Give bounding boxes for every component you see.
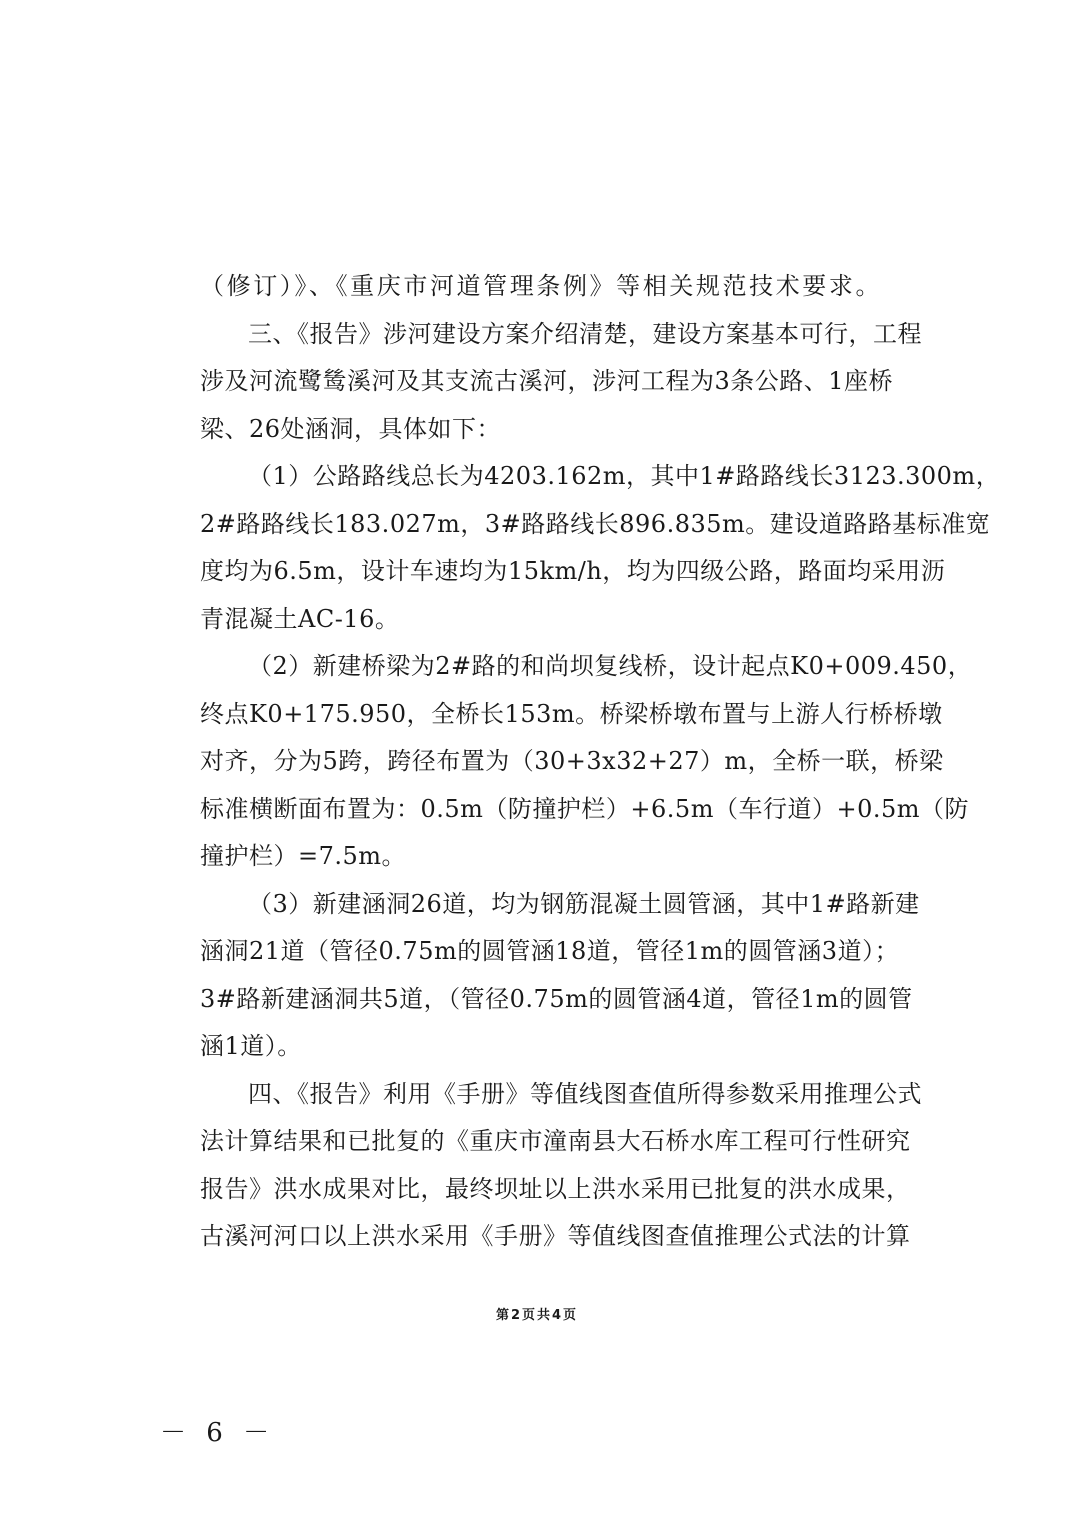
text-line: （1）公路路线总长为4203.162m，其中1#路路线长3123.300m， xyxy=(248,462,1001,490)
text-line: 2#路路线长183.027m，3#路路线长896.835m。建设道路路基标准宽 xyxy=(200,509,991,538)
body-text xyxy=(200,263,1001,1261)
text-line: （2）新建桥梁为2#路的和尚坝复线桥，设计起点K0+009.450， xyxy=(248,652,973,680)
text-line: 青混凝土AC-16。 xyxy=(200,604,400,633)
text-line: 3#路新建涵洞共5道，（管径0.75m的圆管涵4道，管径1m的圆管 xyxy=(200,984,913,1013)
page-number: － 6 － xyxy=(160,1418,276,1448)
text-line: 对齐，分为5跨，跨径布置为（30+3x32+27）m，全桥一联，桥梁 xyxy=(200,747,944,775)
text-line: 三、《报告》涉河建设方案介绍清楚，建设方案基本可行，工程 xyxy=(248,319,922,348)
text-line: 标准横断面布置为：0.5m（防撞护栏）+6.5m（车行道）+0.5m（防 xyxy=(200,794,969,823)
text-line: 撞护栏）=7.5m。 xyxy=(200,842,407,870)
text-line: 古溪河河口以上洪水采用《手册》等值线图查值推理公式法的计算 xyxy=(200,1222,911,1250)
page-indicator: 第2页共4页 xyxy=(495,1308,579,1323)
text-line: 涵1道）。 xyxy=(200,1032,302,1060)
text-line: 涵洞21道（管径0.75m的圆管涵18道，管径1m的圆管涵3道）； xyxy=(200,937,900,965)
text-line: （3）新建涵洞26道，均为钢筋混凝土圆管涵，其中1#路新建 xyxy=(248,889,920,918)
text-line: 报告》洪水成果对比，最终坝址以上洪水采用已批复的洪水成果， xyxy=(200,1174,911,1203)
text-line: 度均为6.5m，设计车速均为15km/h，均为四级公路，路面均采用沥 xyxy=(200,557,946,585)
text-line: 涉及河流鹭鸶溪河及其支流古溪河，涉河工程为3条公路、1座桥 xyxy=(200,367,894,395)
text-line: 终点K0+175.950，全桥长153m。桥梁桥墩布置与上游人行桥桥墩 xyxy=(200,699,943,728)
text-line: （修订）》、《重庆市河道管理条例》等相关规范技术要求。 xyxy=(200,272,880,300)
text-line: 四、《报告》利用《手册》等值线图查值所得参数采用推理公式 xyxy=(248,1079,922,1108)
text-line: 法计算结果和已批复的《重庆市潼南县大石桥水库工程可行性研究 xyxy=(200,1127,911,1155)
text-line: 梁、26处涵洞，具体如下： xyxy=(200,414,502,443)
